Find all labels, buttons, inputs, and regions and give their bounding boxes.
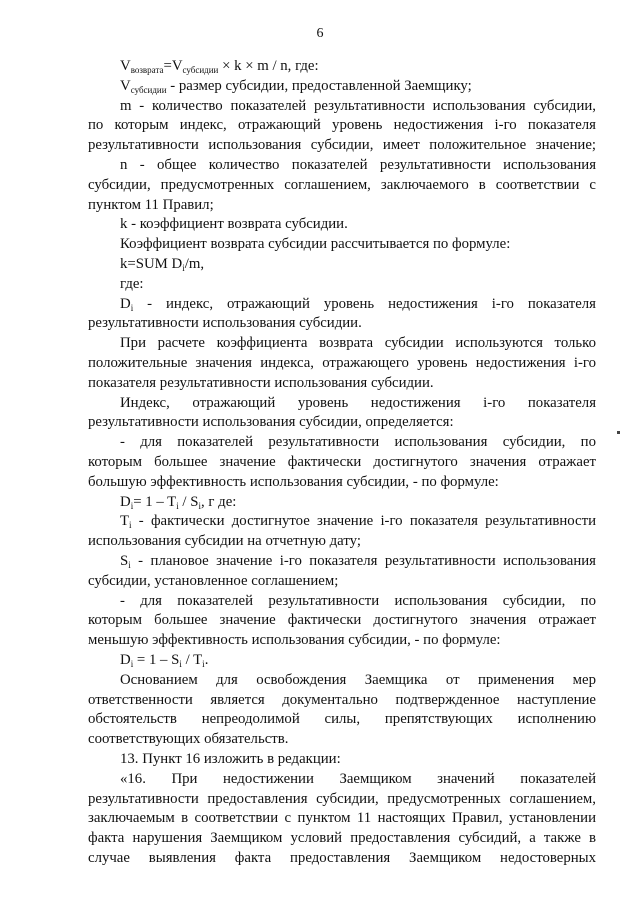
text-line: k - коэффициент возврата субсидии. (120, 216, 348, 233)
text-line: При расчете коэффициента возврата субсидии используются только (120, 335, 596, 352)
text-line: результативности предоставления субсидии, предусмотренных соглашением, (88, 790, 596, 807)
text-line: показателя результативности использования субсидии. (88, 374, 434, 391)
formula-refund-coefficient: k=SUM $D_i/m$, (120, 256, 205, 273)
text-line: по которым индекс, отражающий уровень недостижения i-го показателя (88, 117, 596, 134)
text-line: ответственности является документально подтвержденное наступление (88, 691, 596, 708)
text-line: - для показателей результативности использования субсидии, по (120, 592, 596, 609)
text-line: результативности использования субсидии, имеет положительное значение; (88, 137, 596, 154)
definition-actual-value: $T_i$ - фактически достигнутое значение i-го показателя результативности (120, 513, 596, 531)
text-line: результативности использования субсидии, определяется: (88, 414, 454, 431)
text-line: Основанием для освобождения Заемщика от применения мер (120, 671, 596, 688)
text-line: большую эффективность использования субсидии, - по формуле: (88, 473, 499, 490)
text-line: субсидии, предусмотренных соглашением, заключаемого в соответствии с (88, 176, 596, 193)
text-line: которым большее значение фактически достигнутого значения отражает (88, 454, 596, 470)
text-line: результативности использования субсидии. (88, 315, 362, 332)
definition-planned-value: $S_i$ - плановое значение i-го показателя результативности использования (120, 553, 596, 570)
text-line: соответствующих обязательств. (88, 731, 289, 748)
text-line: где: (120, 275, 144, 292)
text-line: пунктом 11 Правил; (88, 196, 214, 213)
text-line: положительные значения индекса, отражающего уровень недостижения i-го (88, 355, 596, 371)
formula-refund-amount: $V_{возврата}=V_{субсидии} \times k \times m / n$, где: (120, 58, 319, 75)
formula-index-direct: $D_i= 1 - T_i / S_i$, г де: (120, 493, 237, 511)
definition-subsidy-amount: $V_{субсидии}$ - размер субсидии, предоставленной Заемщику; (120, 77, 472, 95)
definition-index: $D_i$ - индекс, отражающий уровень недостижения i-го показателя (120, 295, 596, 313)
text-line: Коэффициент возврата субсидии рассчитывается по формуле: (120, 236, 511, 253)
scan-speck (617, 431, 620, 434)
text-line: n - общее количество показателей результативности использования (120, 157, 596, 173)
text-line: случае выявления факта предоставления Заемщиком недостоверных (88, 850, 596, 866)
text-line: меньшую эффективность использования субсидии, - по формуле: (88, 632, 501, 649)
text-line: m - количество показателей результативности использования субсидии, (120, 97, 596, 114)
text-line: субсидии, установленное соглашением; (88, 572, 339, 589)
text-line: обстоятельств непреодолимой силы, препятствующих исполнению (88, 711, 596, 728)
text-line: которым большее значение фактически достигнутого значения отражает (88, 612, 596, 629)
text-line: - для показателей результативности использования субсидии, по (120, 434, 596, 451)
text-line: использования субсидии на отчетную дату; (88, 533, 361, 550)
amendment-heading: 13. Пункт 16 изложить в редакции: (120, 751, 341, 767)
text-line: заключаемым в соответствии с пунктом 11 настоящих Правил, установлении (88, 810, 596, 827)
text-line: Индекс, отражающий уровень недостижения i-го показателя (120, 394, 596, 411)
page-number: 6 (316, 26, 324, 41)
formula-index-inverse: $D_i = 1 - S_i / T_i$. (120, 652, 209, 669)
text-line: «16. При недостижении Заемщиком значений показателей (120, 770, 596, 787)
text-line: факта нарушения Заемщиком условий предоставления субсидий, а также в (88, 830, 596, 847)
